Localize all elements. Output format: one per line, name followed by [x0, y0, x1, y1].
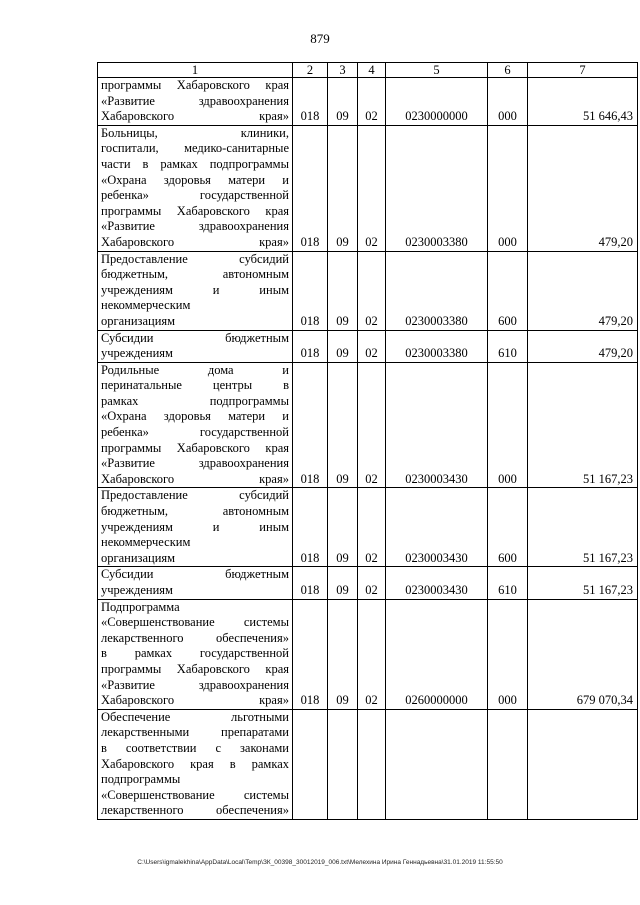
amount-cell: 479,20 — [528, 251, 638, 330]
row-name-line: ребенка» государственной — [101, 425, 289, 440]
row-name-line: учреждениям — [101, 583, 173, 597]
admin-code-cell — [293, 709, 328, 819]
amount-cell: 479,20 — [528, 125, 638, 251]
row-name-line: программы Хабаровского края — [101, 203, 289, 218]
table-row — [98, 330, 638, 362]
target-article-cell: 0230003380 — [386, 330, 488, 362]
table-row — [98, 599, 638, 709]
subsection-code-cell: 02 — [358, 78, 386, 126]
row-name-line: учреждениям — [101, 346, 173, 361]
row-name-line: организациям — [101, 550, 176, 565]
row-name-line: Предоставление субсидий — [101, 251, 289, 266]
expense-type-cell: 000 — [488, 599, 528, 709]
table-row — [98, 251, 638, 330]
target-article-cell — [386, 709, 488, 819]
subsection-code-cell: 02 — [358, 362, 386, 488]
row-name-line: Предоставление субсидий — [101, 488, 289, 503]
row-name-line: лекарственного обеспечения» — [101, 630, 289, 645]
target-article-cell: 0230003380 — [386, 125, 488, 251]
row-name-line: ребенка» государственной — [101, 188, 289, 203]
column-header-2: 2 — [293, 63, 328, 78]
target-article-cell: 0230000000 — [386, 78, 488, 126]
row-name-line: Хабаровского края в рамках — [101, 756, 289, 771]
amount-cell: 479,20 — [528, 330, 638, 362]
subsection-code-cell: 02 — [358, 330, 386, 362]
row-name-line: бюджетным, автономным — [101, 267, 289, 282]
target-article-cell: 0230003430 — [386, 567, 488, 599]
budget-table — [97, 62, 638, 820]
page-number: 879 — [310, 31, 330, 46]
row-name-line: «Совершенствование системы — [101, 615, 289, 630]
section-code-cell: 09 — [328, 330, 358, 362]
row-name-line: «Развитие здравоохранения — [101, 219, 289, 234]
row-name-line: «Охрана здоровья матери и — [101, 172, 289, 187]
table-row — [98, 125, 638, 251]
row-name-line: рамках подпрограммы — [101, 393, 289, 408]
row-name-line: программы Хабаровского края — [101, 440, 289, 455]
row-name-line: бюджетным, автономным — [101, 504, 289, 519]
column-header-1: 1 — [98, 63, 293, 78]
table-row — [98, 488, 638, 567]
admin-code-cell: 018 — [293, 78, 328, 126]
column-header-3: 3 — [328, 63, 358, 78]
row-name-line: некоммерческим — [101, 298, 191, 313]
row-name-cell — [98, 599, 293, 709]
row-name-line: Подпрограмма — [101, 599, 180, 614]
admin-code-cell: 018 — [293, 362, 328, 488]
row-name-cell — [98, 251, 293, 330]
subsection-code-cell — [358, 709, 386, 819]
expense-type-cell: 610 — [488, 567, 528, 599]
row-name-line: Хабаровского края» — [101, 471, 289, 486]
column-header-4: 4 — [358, 63, 386, 78]
target-article-cell: 0230003430 — [386, 488, 488, 567]
subsection-code-cell: 02 — [358, 251, 386, 330]
target-article-cell: 0230003380 — [386, 251, 488, 330]
subsection-code-cell: 02 — [358, 125, 386, 251]
table-row — [98, 709, 638, 819]
section-code-cell: 09 — [328, 362, 358, 488]
admin-code-cell: 018 — [293, 488, 328, 567]
row-name-line: Больницы, клиники, — [101, 125, 289, 140]
row-name-line: учреждениям и иным — [101, 519, 289, 534]
row-name-line: Субсидии бюджетным — [101, 567, 289, 582]
section-code-cell: 09 — [328, 125, 358, 251]
section-code-cell — [328, 709, 358, 819]
row-name-cell — [98, 78, 293, 126]
section-code-cell: 09 — [328, 251, 358, 330]
table-row — [98, 362, 638, 488]
table-row — [98, 567, 638, 599]
row-name-line: Субсидии бюджетным — [101, 330, 289, 345]
row-name-cell — [98, 488, 293, 567]
amount-cell: 51 646,43 — [528, 78, 638, 126]
table-header-row — [98, 63, 638, 78]
section-code-cell: 09 — [328, 488, 358, 567]
row-name-line: в рамках государственной — [101, 646, 289, 661]
row-name-cell — [98, 330, 293, 362]
admin-code-cell: 018 — [293, 567, 328, 599]
row-name-line: программы Хабаровского края — [101, 661, 289, 676]
expense-type-cell: 000 — [488, 78, 528, 126]
row-name-line: «Развитие здравоохранения — [101, 677, 289, 692]
row-name-line: программы Хабаровского края — [101, 78, 289, 92]
section-code-cell: 09 — [328, 599, 358, 709]
row-name-line: перинатальные центры в — [101, 378, 289, 393]
amount-cell: 679 070,34 — [528, 599, 638, 709]
amount-cell: 51 167,23 — [528, 488, 638, 567]
expense-type-cell: 610 — [488, 330, 528, 362]
admin-code-cell: 018 — [293, 251, 328, 330]
row-name-cell — [98, 125, 293, 251]
row-name-line: «Развитие здравоохранения — [101, 93, 289, 108]
row-name-line: учреждениям и иным — [101, 282, 289, 297]
file-path-footer: C:\Users\igmalekhina\AppData\Local\Temp\ЗК_00398_30012019_006.txt\Мелехина Ирина Геннадьевна\31.01.2019 11:55:50 — [137, 859, 503, 866]
row-name-line: Хабаровского края» — [101, 234, 289, 249]
row-name-line: части в рамках подпрограммы — [101, 156, 289, 171]
target-article-cell: 0260000000 — [386, 599, 488, 709]
row-name-line: некоммерческим — [101, 535, 191, 550]
expense-type-cell: 600 — [488, 251, 528, 330]
admin-code-cell: 018 — [293, 125, 328, 251]
amount-cell: 51 167,23 — [528, 567, 638, 599]
row-name-line: Хабаровского края» — [101, 693, 289, 708]
table-row — [98, 78, 638, 126]
subsection-code-cell: 02 — [358, 599, 386, 709]
row-name-line: «Совершенствование системы — [101, 787, 289, 802]
row-name-line: госпитали, медико-санитарные — [101, 141, 289, 156]
row-name-cell — [98, 567, 293, 599]
row-name-line: Хабаровского края» — [101, 109, 289, 124]
row-name-cell — [98, 362, 293, 488]
row-name-line: «Охрана здоровья матери и — [101, 409, 289, 424]
subsection-code-cell: 02 — [358, 567, 386, 599]
column-header-5: 5 — [386, 63, 488, 78]
admin-code-cell: 018 — [293, 599, 328, 709]
row-name-line: Родильные дома и — [101, 362, 289, 377]
expense-type-cell: 000 — [488, 125, 528, 251]
column-header-7: 7 — [528, 63, 638, 78]
column-header-6: 6 — [488, 63, 528, 78]
row-name-line: подпрограммы — [101, 772, 181, 787]
row-name-line: Обеспечение льготными — [101, 709, 289, 724]
target-article-cell: 0230003430 — [386, 362, 488, 488]
subsection-code-cell: 02 — [358, 488, 386, 567]
section-code-cell: 09 — [328, 78, 358, 126]
row-name-cell — [98, 709, 293, 819]
expense-type-cell: 600 — [488, 488, 528, 567]
row-name-line: лекарственными препаратами — [101, 725, 289, 740]
row-name-line: «Развитие здравоохранения — [101, 456, 289, 471]
amount-cell: 51 167,23 — [528, 362, 638, 488]
amount-cell — [528, 709, 638, 819]
section-code-cell: 09 — [328, 567, 358, 599]
row-name-line: организациям — [101, 313, 176, 328]
admin-code-cell: 018 — [293, 330, 328, 362]
row-name-line: лекарственного обеспечения» — [101, 803, 289, 818]
row-name-line: в соответствии с законами — [101, 740, 289, 755]
expense-type-cell — [488, 709, 528, 819]
expense-type-cell: 000 — [488, 362, 528, 488]
